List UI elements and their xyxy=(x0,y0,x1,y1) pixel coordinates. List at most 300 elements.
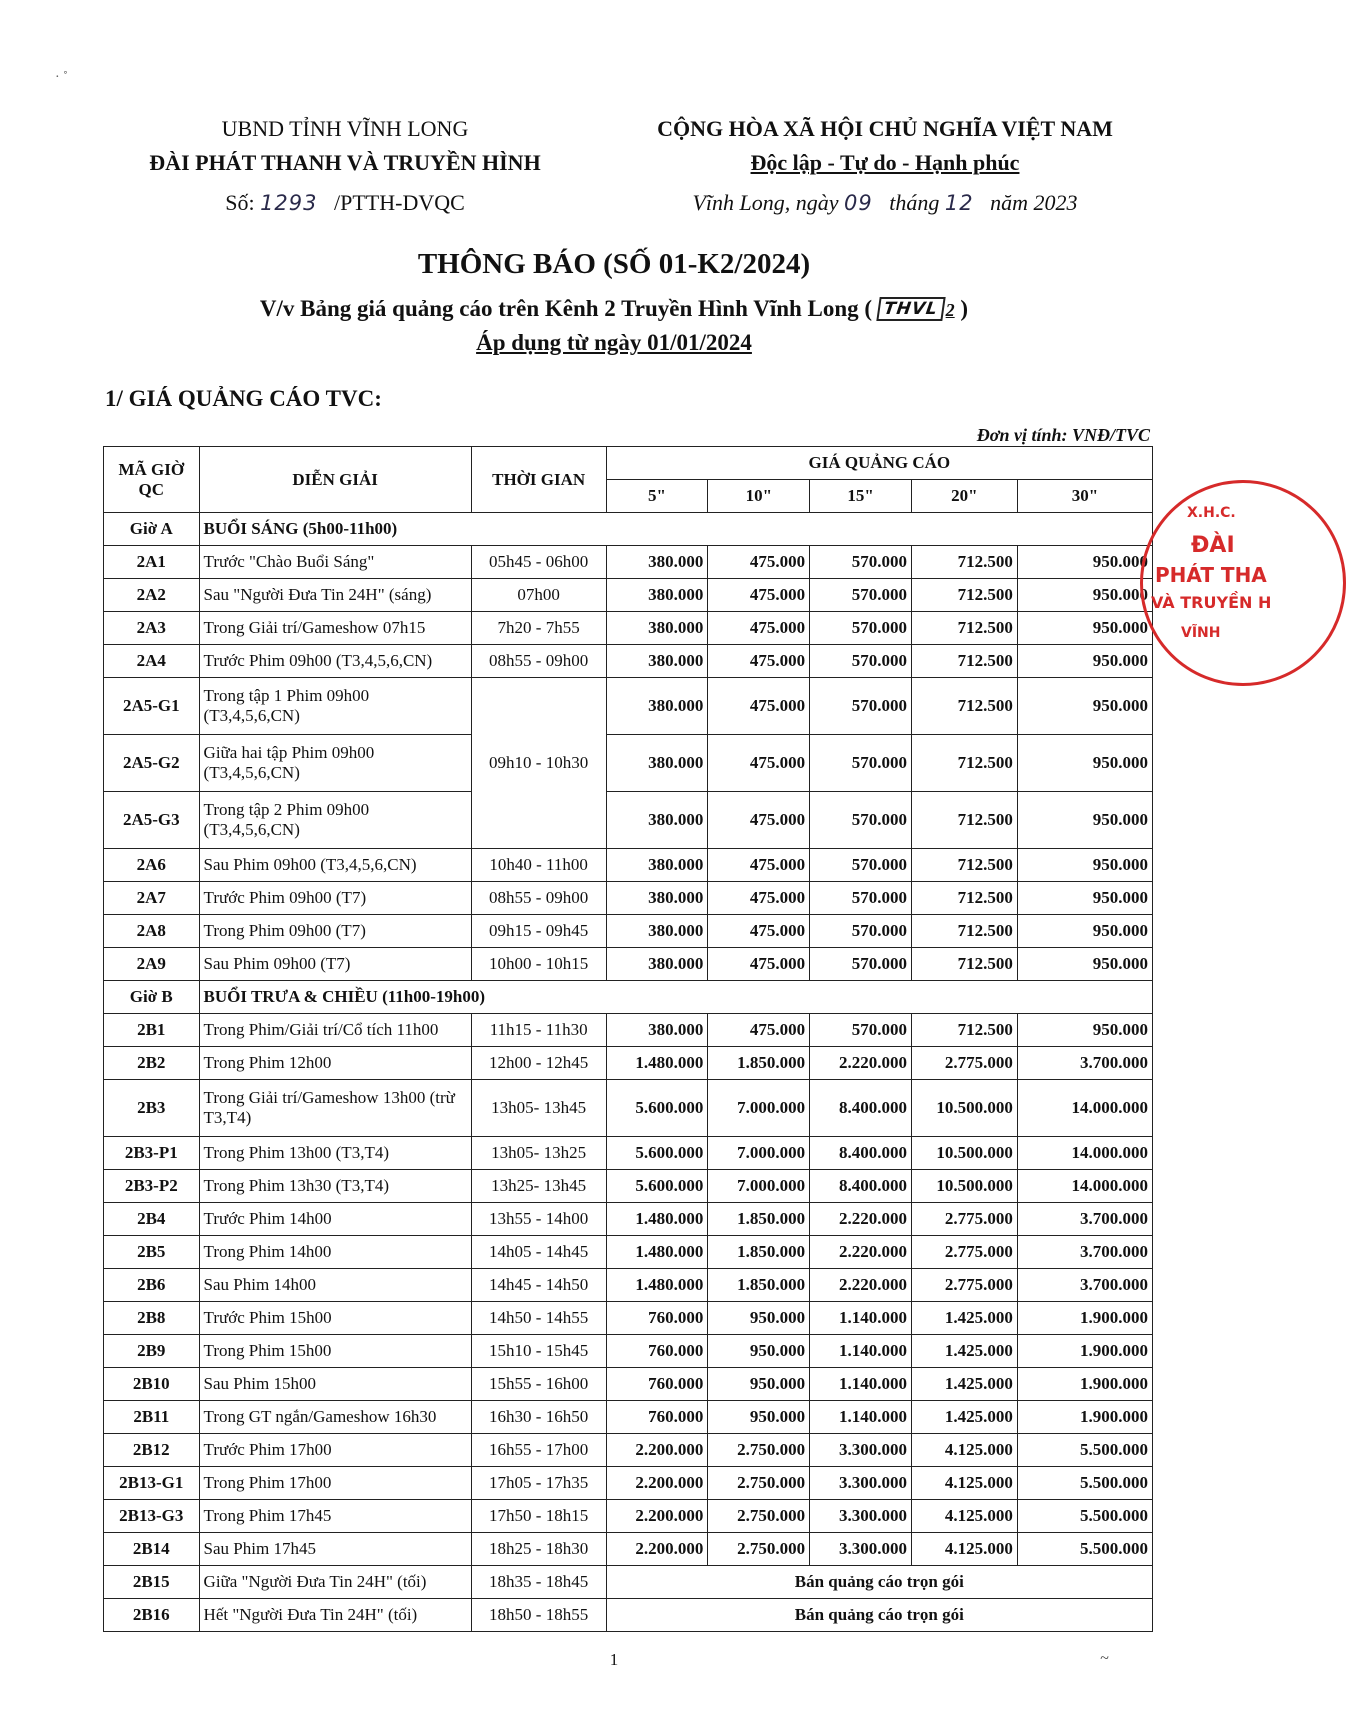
row-desc: Trong GT ngắn/Gameshow 16h30 xyxy=(199,1401,471,1434)
price-cell: 1.900.000 xyxy=(1017,1401,1152,1434)
table-row xyxy=(104,915,1153,948)
row-code: 2B9 xyxy=(104,1335,200,1368)
price-cell: 5.500.000 xyxy=(1017,1434,1152,1467)
price-cell: 4.125.000 xyxy=(911,1500,1017,1533)
price-cell: 950.000 xyxy=(1017,792,1152,849)
date-month-label: tháng xyxy=(889,190,940,215)
row-desc: Trong Phim 17h00 xyxy=(199,1467,471,1500)
row-time: 16h30 - 16h50 xyxy=(471,1401,606,1434)
price-cell: 950.000 xyxy=(708,1401,810,1434)
table-row xyxy=(104,1401,1153,1434)
row-time: 13h55 - 14h00 xyxy=(471,1203,606,1236)
price-cell: 14.000.000 xyxy=(1017,1080,1152,1137)
price-cell: 1.425.000 xyxy=(911,1302,1017,1335)
price-cell: 2.200.000 xyxy=(606,1434,708,1467)
row-time: 08h55 - 09h00 xyxy=(471,882,606,915)
row-code: 2A2 xyxy=(104,579,200,612)
page-number: 1 xyxy=(609,1650,619,1669)
price-cell: 3.700.000 xyxy=(1017,1236,1152,1269)
price-cell: 1.140.000 xyxy=(810,1335,912,1368)
row-code: 2A5-G3 xyxy=(104,792,200,849)
price-cell: 712.500 xyxy=(911,792,1017,849)
price-cell: 475.000 xyxy=(708,579,810,612)
duration-header: 20" xyxy=(911,480,1017,513)
row-time: 18h50 - 18h55 xyxy=(471,1599,606,1632)
table-row xyxy=(104,1434,1153,1467)
row-time: 13h05- 13h25 xyxy=(471,1137,606,1170)
price-cell: 950.000 xyxy=(708,1335,810,1368)
org-name-text: ĐÀI PHÁT THANH VÀ TRUYỀN HÌNH xyxy=(149,150,541,175)
price-cell: 570.000 xyxy=(810,948,912,981)
price-cell: 950.000 xyxy=(1017,1014,1152,1047)
row-desc: Hết "Người Đưa Tin 24H" (tối) xyxy=(199,1599,471,1632)
row-time: 17h05 - 17h35 xyxy=(471,1467,606,1500)
price-cell: 10.500.000 xyxy=(911,1080,1017,1137)
price-cell: 712.500 xyxy=(911,948,1017,981)
row-desc: Trong Phim 12h00 xyxy=(199,1047,471,1080)
date-day: 09 xyxy=(844,191,873,215)
so-suffix: /PTTH-DVQC xyxy=(334,190,465,215)
table-row xyxy=(104,1170,1153,1203)
price-cell: 1.850.000 xyxy=(708,1047,810,1080)
table-row xyxy=(104,792,1153,849)
price-cell: 475.000 xyxy=(708,546,810,579)
so-label: Số: xyxy=(225,190,255,215)
subtitle-prefix: V/v Bảng giá quảng cáo trên Kênh 2 Truyền Hình Vĩnh Long ( xyxy=(259,296,873,321)
price-cell: 1.140.000 xyxy=(810,1368,912,1401)
scan-marks: · ˚ xyxy=(55,70,68,85)
row-code: 2B1 xyxy=(104,1014,200,1047)
price-cell: 380.000 xyxy=(606,849,708,882)
row-desc: Trước "Chào Buổi Sáng" xyxy=(199,546,471,579)
row-desc: Sau Phim 09h00 (T3,4,5,6,CN) xyxy=(199,849,471,882)
price-cell: 380.000 xyxy=(606,948,708,981)
price-cell: 10.500.000 xyxy=(911,1137,1017,1170)
price-cell: 8.400.000 xyxy=(810,1137,912,1170)
price-cell: 570.000 xyxy=(810,915,912,948)
price-cell: 475.000 xyxy=(708,645,810,678)
row-desc: Trong Phim 17h45 xyxy=(199,1500,471,1533)
price-cell: 1.480.000 xyxy=(606,1236,708,1269)
row-desc: Sau Phim 09h00 (T7) xyxy=(199,948,471,981)
price-cell: 570.000 xyxy=(810,849,912,882)
row-desc: Trong Giải trí/Gameshow 07h15 xyxy=(199,612,471,645)
price-cell: 475.000 xyxy=(708,882,810,915)
col-code-header: MÃ GIỜ QC xyxy=(104,447,200,513)
price-cell: 2.200.000 xyxy=(606,1467,708,1500)
row-desc: Trước Phim 17h00 xyxy=(199,1434,471,1467)
price-cell: 712.500 xyxy=(911,612,1017,645)
price-cell: 712.500 xyxy=(911,735,1017,792)
row-code: 2A1 xyxy=(104,546,200,579)
price-cell: 475.000 xyxy=(708,849,810,882)
price-cell: 1.850.000 xyxy=(708,1236,810,1269)
price-cell: 760.000 xyxy=(606,1368,708,1401)
price-cell: 3.700.000 xyxy=(1017,1269,1152,1302)
table-row xyxy=(104,579,1153,612)
table-row xyxy=(104,1014,1153,1047)
initials-mark: ~ xyxy=(1100,1650,1109,1667)
row-desc: Trong Phim 15h00 xyxy=(199,1335,471,1368)
price-cell: 570.000 xyxy=(810,792,912,849)
table-row xyxy=(104,546,1153,579)
price-cell: 570.000 xyxy=(810,546,912,579)
price-cell: 950.000 xyxy=(1017,678,1152,735)
section-title: 1/ GIÁ QUẢNG CÁO TVC: xyxy=(105,386,382,411)
price-cell: 1.850.000 xyxy=(708,1203,810,1236)
price-cell: 475.000 xyxy=(708,792,810,849)
price-cell: 2.775.000 xyxy=(911,1269,1017,1302)
price-cell: 1.900.000 xyxy=(1017,1302,1152,1335)
price-cell: 950.000 xyxy=(1017,849,1152,882)
row-code: 2A4 xyxy=(104,645,200,678)
price-cell: 1.850.000 xyxy=(708,1269,810,1302)
package-note: Bán quảng cáo trọn gói xyxy=(606,1599,1152,1632)
doc-number xyxy=(110,188,580,218)
table-row xyxy=(104,1047,1153,1080)
stamp-text: ĐÀI xyxy=(1191,533,1235,558)
row-code: 2B16 xyxy=(104,1599,200,1632)
row-desc: Sau "Người Đưa Tin 24H" (sáng) xyxy=(199,579,471,612)
row-desc: Trong Giải trí/Gameshow 13h00 (trừ T3,T4) xyxy=(199,1080,471,1137)
price-cell: 2.200.000 xyxy=(606,1533,708,1566)
row-desc: Trong tập 1 Phim 09h00 (T3,4,5,6,CN) xyxy=(199,678,471,735)
price-cell: 380.000 xyxy=(606,645,708,678)
effective-date-text: Áp dụng từ ngày 01/01/2024 xyxy=(476,330,752,355)
price-cell: 2.750.000 xyxy=(708,1533,810,1566)
doc-date xyxy=(610,188,1160,218)
row-desc: Trước Phim 09h00 (T7) xyxy=(199,882,471,915)
table-row xyxy=(104,1269,1153,1302)
price-cell: 7.000.000 xyxy=(708,1080,810,1137)
row-code: 2B2 xyxy=(104,1047,200,1080)
date-month: 12 xyxy=(944,191,974,215)
row-code: 2A9 xyxy=(104,948,200,981)
motto xyxy=(610,146,1160,180)
price-cell: 1.900.000 xyxy=(1017,1368,1152,1401)
col-time-header: THỜI GIAN xyxy=(471,447,606,513)
row-code: 2A5-G1 xyxy=(104,678,200,735)
price-cell: 380.000 xyxy=(606,612,708,645)
header-left xyxy=(110,112,580,218)
price-cell: 1.140.000 xyxy=(810,1302,912,1335)
price-cell: 1.425.000 xyxy=(911,1335,1017,1368)
row-desc: Giữa hai tập Phim 09h00 (T3,4,5,6,CN) xyxy=(199,735,471,792)
row-desc: Giữa "Người Đưa Tin 24H" (tối) xyxy=(199,1566,471,1599)
doc-subtitle xyxy=(0,296,1228,322)
price-cell: 1.480.000 xyxy=(606,1269,708,1302)
row-code: 2A6 xyxy=(104,849,200,882)
row-time: 10h00 - 10h15 xyxy=(471,948,606,981)
row-code: 2B10 xyxy=(104,1368,200,1401)
row-code: 2B3-P2 xyxy=(104,1170,200,1203)
stamp-text: VÀ TRUYỀN H xyxy=(1151,593,1272,612)
row-desc: Trong Phim 14h00 xyxy=(199,1236,471,1269)
price-cell: 7.000.000 xyxy=(708,1137,810,1170)
price-cell: 380.000 xyxy=(606,546,708,579)
header-right xyxy=(610,112,1160,218)
price-cell: 950.000 xyxy=(1017,882,1152,915)
row-code: 2B15 xyxy=(104,1566,200,1599)
price-cell: 475.000 xyxy=(708,735,810,792)
row-desc: Sau Phim 17h45 xyxy=(199,1533,471,1566)
price-cell: 5.600.000 xyxy=(606,1137,708,1170)
stamp-text: X.H.C. xyxy=(1187,505,1236,521)
row-code: 2B11 xyxy=(104,1401,200,1434)
duration-header: 15" xyxy=(810,480,912,513)
price-cell: 760.000 xyxy=(606,1302,708,1335)
row-code: 2B3-P1 xyxy=(104,1137,200,1170)
row-time: 07h00 xyxy=(471,579,606,612)
stamp-text: PHÁT THA xyxy=(1155,563,1267,587)
price-cell: 2.220.000 xyxy=(810,1203,912,1236)
price-cell: 570.000 xyxy=(810,1014,912,1047)
price-cell: 712.500 xyxy=(911,678,1017,735)
row-time: 18h25 - 18h30 xyxy=(471,1533,606,1566)
duration-header: 5" xyxy=(606,480,708,513)
price-cell: 5.500.000 xyxy=(1017,1467,1152,1500)
price-cell: 475.000 xyxy=(708,948,810,981)
price-cell: 8.400.000 xyxy=(810,1170,912,1203)
table-row xyxy=(104,1533,1153,1566)
price-cell: 14.000.000 xyxy=(1017,1137,1152,1170)
price-cell: 14.000.000 xyxy=(1017,1170,1152,1203)
row-desc: Trước Phim 14h00 xyxy=(199,1203,471,1236)
row-desc: Trong Phim 13h00 (T3,T4) xyxy=(199,1137,471,1170)
price-cell: 760.000 xyxy=(606,1401,708,1434)
price-cell: 2.750.000 xyxy=(708,1467,810,1500)
row-code: 2B4 xyxy=(104,1203,200,1236)
price-cell: 3.700.000 xyxy=(1017,1203,1152,1236)
price-cell: 5.600.000 xyxy=(606,1080,708,1137)
row-code: 2B8 xyxy=(104,1302,200,1335)
col-desc-header: DIỄN GIẢI xyxy=(199,447,471,513)
price-cell: 712.500 xyxy=(911,915,1017,948)
price-cell: 2.775.000 xyxy=(911,1047,1017,1080)
group-label: BUỔI SÁNG (5h00-11h00) xyxy=(199,513,1152,546)
price-cell: 570.000 xyxy=(810,579,912,612)
price-cell: 5.500.000 xyxy=(1017,1500,1152,1533)
group-code: Giờ B xyxy=(104,981,200,1014)
table-row xyxy=(104,612,1153,645)
price-cell: 4.125.000 xyxy=(911,1434,1017,1467)
price-cell: 1.140.000 xyxy=(810,1401,912,1434)
doc-title: THÔNG BÁO (SỐ 01-K2/2024) xyxy=(417,248,811,280)
group-label: BUỔI TRƯA & CHIỀU (11h00-19h00) xyxy=(199,981,1152,1014)
table-row xyxy=(104,1137,1153,1170)
table-row xyxy=(104,1368,1153,1401)
row-time: 14h50 - 14h55 xyxy=(471,1302,606,1335)
price-cell: 570.000 xyxy=(810,678,912,735)
row-desc: Sau Phim 15h00 xyxy=(199,1368,471,1401)
price-cell: 3.300.000 xyxy=(810,1533,912,1566)
price-cell: 950.000 xyxy=(1017,948,1152,981)
price-cell: 2.200.000 xyxy=(606,1500,708,1533)
row-time: 13h25- 13h45 xyxy=(471,1170,606,1203)
group-code: Giờ A xyxy=(104,513,200,546)
price-cell: 570.000 xyxy=(810,645,912,678)
row-time: 16h55 - 17h00 xyxy=(471,1434,606,1467)
row-code: 2A3 xyxy=(104,612,200,645)
table-row xyxy=(104,1566,1153,1599)
price-cell: 380.000 xyxy=(606,882,708,915)
price-cell: 3.300.000 xyxy=(810,1467,912,1500)
table-row xyxy=(104,1236,1153,1269)
row-desc: Trong tập 2 Phim 09h00 (T3,4,5,6,CN) xyxy=(199,792,471,849)
table-row xyxy=(104,849,1153,882)
table-row xyxy=(104,678,1153,735)
row-code: 2A7 xyxy=(104,882,200,915)
table-row xyxy=(104,1302,1153,1335)
row-code: 2B6 xyxy=(104,1269,200,1302)
price-cell: 3.300.000 xyxy=(810,1500,912,1533)
price-cell: 5.600.000 xyxy=(606,1170,708,1203)
row-time: 15h10 - 15h45 xyxy=(471,1335,606,1368)
org-name xyxy=(110,146,580,180)
table-row xyxy=(104,645,1153,678)
price-cell: 712.500 xyxy=(911,546,1017,579)
price-cell: 570.000 xyxy=(810,882,912,915)
thvl-logo-icon: THVL xyxy=(876,297,945,321)
duration-header: 30" xyxy=(1017,480,1152,513)
price-cell: 380.000 xyxy=(606,792,708,849)
row-time: 12h00 - 12h45 xyxy=(471,1047,606,1080)
price-cell: 475.000 xyxy=(708,612,810,645)
price-cell: 4.125.000 xyxy=(911,1533,1017,1566)
price-cell: 2.220.000 xyxy=(810,1047,912,1080)
unit-note: Đơn vị tính: VNĐ/TVC xyxy=(976,425,1150,445)
row-time: 11h15 - 11h30 xyxy=(471,1014,606,1047)
price-cell: 2.775.000 xyxy=(911,1236,1017,1269)
effective-date xyxy=(0,330,1228,356)
table-row xyxy=(104,1500,1153,1533)
price-cell: 950.000 xyxy=(1017,579,1152,612)
row-time: 08h55 - 09h00 xyxy=(471,645,606,678)
row-code: 2B13-G1 xyxy=(104,1467,200,1500)
row-time: 15h55 - 16h00 xyxy=(471,1368,606,1401)
table-row xyxy=(104,882,1153,915)
price-cell: 475.000 xyxy=(708,1014,810,1047)
row-code: 2B5 xyxy=(104,1236,200,1269)
price-cell: 7.000.000 xyxy=(708,1170,810,1203)
table-row xyxy=(104,1203,1153,1236)
price-cell: 950.000 xyxy=(708,1302,810,1335)
price-cell: 5.500.000 xyxy=(1017,1533,1152,1566)
price-cell: 950.000 xyxy=(1017,735,1152,792)
row-desc: Trong Phim 09h00 (T7) xyxy=(199,915,471,948)
row-desc: Trong Phim 13h30 (T3,T4) xyxy=(199,1170,471,1203)
row-time: 14h05 - 14h45 xyxy=(471,1236,606,1269)
price-cell: 2.220.000 xyxy=(810,1269,912,1302)
table-row xyxy=(104,948,1153,981)
price-cell: 950.000 xyxy=(708,1368,810,1401)
row-code: 2B13-G3 xyxy=(104,1500,200,1533)
price-cell: 380.000 xyxy=(606,1014,708,1047)
price-table-body xyxy=(104,513,1153,1632)
date-prefix: Vĩnh Long, ngày xyxy=(692,190,839,215)
price-cell: 380.000 xyxy=(606,915,708,948)
row-desc: Sau Phim 14h00 xyxy=(199,1269,471,1302)
date-year: năm 2023 xyxy=(990,190,1078,215)
nation-title: CỘNG HÒA XÃ HỘI CHỦ NGHĨA VIỆT NAM xyxy=(657,116,1113,141)
row-time: 14h45 - 14h50 xyxy=(471,1269,606,1302)
thvl-logo-number: 2 xyxy=(945,300,955,320)
price-cell: 950.000 xyxy=(1017,645,1152,678)
row-code: 2B14 xyxy=(104,1533,200,1566)
price-cell: 380.000 xyxy=(606,579,708,612)
price-cell: 10.500.000 xyxy=(911,1170,1017,1203)
price-cell: 2.775.000 xyxy=(911,1203,1017,1236)
price-cell: 1.480.000 xyxy=(606,1203,708,1236)
price-cell: 760.000 xyxy=(606,1335,708,1368)
price-cell: 1.900.000 xyxy=(1017,1335,1152,1368)
price-cell: 712.500 xyxy=(911,579,1017,612)
group-row xyxy=(104,513,1153,546)
price-cell: 475.000 xyxy=(708,915,810,948)
table-row xyxy=(104,1467,1153,1500)
row-code: 2A5-G2 xyxy=(104,735,200,792)
price-cell: 1.425.000 xyxy=(911,1401,1017,1434)
row-time: 17h50 - 18h15 xyxy=(471,1500,606,1533)
price-cell: 1.480.000 xyxy=(606,1047,708,1080)
table-row xyxy=(104,735,1153,792)
group-row xyxy=(104,981,1153,1014)
stamp-text: VĨNH xyxy=(1181,625,1221,641)
price-cell: 712.500 xyxy=(911,849,1017,882)
official-stamp xyxy=(1140,480,1346,686)
row-desc: Trước Phim 09h00 (T3,4,5,6,CN) xyxy=(199,645,471,678)
price-cell: 570.000 xyxy=(810,612,912,645)
row-time: 7h20 - 7h55 xyxy=(471,612,606,645)
row-time: 13h05- 13h45 xyxy=(471,1080,606,1137)
price-cell: 950.000 xyxy=(1017,546,1152,579)
subtitle-suffix: ) xyxy=(960,296,969,321)
price-cell: 1.425.000 xyxy=(911,1368,1017,1401)
duration-header: 10" xyxy=(708,480,810,513)
row-time: 09h15 - 09h45 xyxy=(471,915,606,948)
price-cell: 570.000 xyxy=(810,735,912,792)
price-cell: 712.500 xyxy=(911,1014,1017,1047)
price-table xyxy=(103,446,1153,1632)
price-cell: 475.000 xyxy=(708,678,810,735)
price-cell: 712.500 xyxy=(911,645,1017,678)
row-time: 18h35 - 18h45 xyxy=(471,1566,606,1599)
row-code: 2B3 xyxy=(104,1080,200,1137)
col-price-header: GIÁ QUẢNG CÁO xyxy=(606,447,1152,480)
price-cell: 712.500 xyxy=(911,882,1017,915)
table-row xyxy=(104,1599,1153,1632)
price-cell: 4.125.000 xyxy=(911,1467,1017,1500)
row-desc: Trong Phim/Giải trí/Cổ tích 11h00 xyxy=(199,1014,471,1047)
row-time: 10h40 - 11h00 xyxy=(471,849,606,882)
price-cell: 3.300.000 xyxy=(810,1434,912,1467)
so-number: 1293 xyxy=(260,191,318,215)
table-row xyxy=(104,1080,1153,1137)
price-cell: 950.000 xyxy=(1017,915,1152,948)
price-cell: 950.000 xyxy=(1017,612,1152,645)
package-note: Bán quảng cáo trọn gói xyxy=(606,1566,1152,1599)
price-cell: 2.750.000 xyxy=(708,1500,810,1533)
price-cell: 3.700.000 xyxy=(1017,1047,1152,1080)
price-cell: 2.220.000 xyxy=(810,1236,912,1269)
motto-text: Độc lập - Tự do - Hạnh phúc xyxy=(750,150,1020,175)
row-time: 09h10 - 10h30 xyxy=(471,678,606,849)
row-desc: Trước Phim 15h00 xyxy=(199,1302,471,1335)
row-time: 05h45 - 06h00 xyxy=(471,546,606,579)
org-parent: UBND TỈNH VĨNH LONG xyxy=(221,116,469,141)
row-code: 2B12 xyxy=(104,1434,200,1467)
price-cell: 380.000 xyxy=(606,735,708,792)
